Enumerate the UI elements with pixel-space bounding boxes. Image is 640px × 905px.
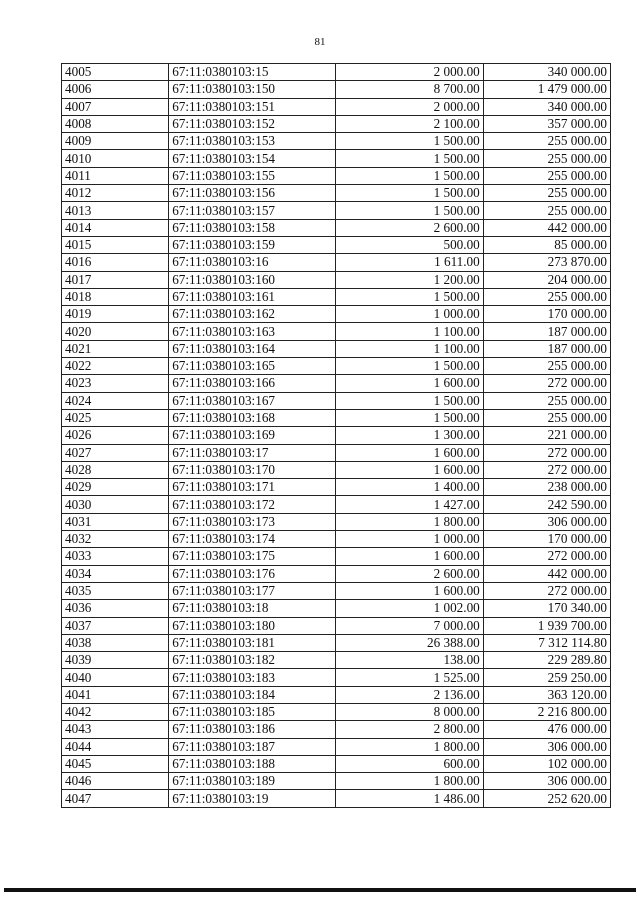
cadastral-number-cell: 67:11:0380103:181 [169,634,336,651]
table-row [62,306,611,323]
data-table [61,63,611,808]
row-id-cell: 4030 [62,496,169,513]
cadastral-number-cell: 67:11:0380103:160 [169,271,336,288]
area-cell: 2 136.00 [336,686,483,703]
value-cell: 221 000.00 [483,427,610,444]
table-row [62,340,611,357]
value-cell: 187 000.00 [483,340,610,357]
table-row [62,185,611,202]
table-row [62,721,611,738]
row-id-cell: 4040 [62,669,169,686]
cadastral-number-cell: 67:11:0380103:158 [169,219,336,236]
row-id-cell: 4038 [62,634,169,651]
area-cell: 1 500.00 [336,409,483,426]
area-cell: 26 388.00 [336,634,483,651]
cadastral-number-cell: 67:11:0380103:16 [169,254,336,271]
cadastral-number-cell: 67:11:0380103:156 [169,185,336,202]
value-cell: 255 000.00 [483,288,610,305]
cadastral-number-cell: 67:11:0380103:188 [169,755,336,772]
area-cell: 1 500.00 [336,288,483,305]
row-id-cell: 4039 [62,652,169,669]
table-row [62,254,611,271]
value-cell: 2 216 800.00 [483,703,610,720]
value-cell: 252 620.00 [483,790,610,807]
cadastral-number-cell: 67:11:0380103:161 [169,288,336,305]
table-row [62,271,611,288]
table-row [62,81,611,98]
table-row [62,738,611,755]
row-id-cell: 4019 [62,306,169,323]
row-id-cell: 4023 [62,375,169,392]
cadastral-number-cell: 67:11:0380103:173 [169,513,336,530]
row-id-cell: 4011 [62,167,169,184]
row-id-cell: 4045 [62,755,169,772]
table-row [62,634,611,651]
value-cell: 476 000.00 [483,721,610,738]
row-id-cell: 4028 [62,461,169,478]
area-cell: 1 400.00 [336,479,483,496]
cadastral-number-cell: 67:11:0380103:183 [169,669,336,686]
table-row [62,427,611,444]
value-cell: 306 000.00 [483,773,610,790]
area-cell: 1 200.00 [336,271,483,288]
cadastral-number-cell: 67:11:0380103:167 [169,392,336,409]
cadastral-number-cell: 67:11:0380103:185 [169,703,336,720]
area-cell: 1 600.00 [336,375,483,392]
value-cell: 306 000.00 [483,513,610,530]
cadastral-number-cell: 67:11:0380103:15 [169,64,336,81]
cadastral-number-cell: 67:11:0380103:184 [169,686,336,703]
row-id-cell: 4012 [62,185,169,202]
area-cell: 1 500.00 [336,133,483,150]
cadastral-number-cell: 67:11:0380103:150 [169,81,336,98]
area-cell: 1 800.00 [336,513,483,530]
cadastral-number-cell: 67:11:0380103:186 [169,721,336,738]
row-id-cell: 4034 [62,565,169,582]
table-row [62,703,611,720]
area-cell: 1 300.00 [336,427,483,444]
value-cell: 204 000.00 [483,271,610,288]
row-id-cell: 4046 [62,773,169,790]
table-row [62,582,611,599]
row-id-cell: 4029 [62,479,169,496]
row-id-cell: 4044 [62,738,169,755]
table-row [62,617,611,634]
row-id-cell: 4021 [62,340,169,357]
value-cell: 442 000.00 [483,565,610,582]
value-cell: 170 000.00 [483,531,610,548]
value-cell: 255 000.00 [483,150,610,167]
area-cell: 2 000.00 [336,98,483,115]
table-row [62,219,611,236]
area-cell: 138.00 [336,652,483,669]
value-cell: 170 000.00 [483,306,610,323]
row-id-cell: 4016 [62,254,169,271]
value-cell: 363 120.00 [483,686,610,703]
table-row [62,669,611,686]
value-cell: 102 000.00 [483,755,610,772]
page-number: 81 [314,36,326,48]
value-cell: 255 000.00 [483,185,610,202]
cadastral-number-cell: 67:11:0380103:180 [169,617,336,634]
row-id-cell: 4017 [62,271,169,288]
area-cell: 1 600.00 [336,461,483,478]
area-cell: 1 000.00 [336,531,483,548]
value-cell: 259 250.00 [483,669,610,686]
area-cell: 600.00 [336,755,483,772]
table-row [62,652,611,669]
value-cell: 442 000.00 [483,219,610,236]
row-id-cell: 4042 [62,703,169,720]
value-cell: 85 000.00 [483,236,610,253]
row-id-cell: 4022 [62,358,169,375]
value-cell: 340 000.00 [483,98,610,115]
bottom-rule [4,888,636,892]
cadastral-number-cell: 67:11:0380103:175 [169,548,336,565]
cadastral-number-cell: 67:11:0380103:162 [169,306,336,323]
table-body [62,64,611,808]
row-id-cell: 4041 [62,686,169,703]
table-row [62,358,611,375]
table-row [62,202,611,219]
value-cell: 7 312 114.80 [483,634,610,651]
row-id-cell: 4024 [62,392,169,409]
row-id-cell: 4043 [62,721,169,738]
area-cell: 1 500.00 [336,358,483,375]
area-cell: 8 000.00 [336,703,483,720]
cadastral-number-cell: 67:11:0380103:165 [169,358,336,375]
table-row [62,409,611,426]
area-cell: 1 800.00 [336,738,483,755]
value-cell: 272 000.00 [483,582,610,599]
value-cell: 238 000.00 [483,479,610,496]
area-cell: 1 611.00 [336,254,483,271]
row-id-cell: 4010 [62,150,169,167]
area-cell: 1 500.00 [336,185,483,202]
area-cell: 8 700.00 [336,81,483,98]
area-cell: 1 486.00 [336,790,483,807]
table-row [62,64,611,81]
cadastral-number-cell: 67:11:0380103:166 [169,375,336,392]
value-cell: 272 000.00 [483,375,610,392]
area-cell: 2 000.00 [336,64,483,81]
table-row [62,133,611,150]
area-cell: 1 600.00 [336,548,483,565]
row-id-cell: 4013 [62,202,169,219]
area-cell: 1 500.00 [336,167,483,184]
area-cell: 500.00 [336,236,483,253]
table-row [62,686,611,703]
row-id-cell: 4033 [62,548,169,565]
area-cell: 2 600.00 [336,219,483,236]
value-cell: 340 000.00 [483,64,610,81]
area-cell: 1 600.00 [336,582,483,599]
value-cell: 273 870.00 [483,254,610,271]
cadastral-number-cell: 67:11:0380103:172 [169,496,336,513]
cadastral-number-cell: 67:11:0380103:17 [169,444,336,461]
cadastral-number-cell: 67:11:0380103:168 [169,409,336,426]
area-cell: 1 500.00 [336,392,483,409]
cadastral-number-cell: 67:11:0380103:155 [169,167,336,184]
cadastral-number-cell: 67:11:0380103:169 [169,427,336,444]
table-row [62,236,611,253]
value-cell: 229 289.80 [483,652,610,669]
table-row [62,496,611,513]
row-id-cell: 4047 [62,790,169,807]
cadastral-number-cell: 67:11:0380103:157 [169,202,336,219]
value-cell: 255 000.00 [483,358,610,375]
area-cell: 1 000.00 [336,306,483,323]
table-row [62,98,611,115]
value-cell: 306 000.00 [483,738,610,755]
row-id-cell: 4026 [62,427,169,444]
cadastral-number-cell: 67:11:0380103:159 [169,236,336,253]
cadastral-number-cell: 67:11:0380103:177 [169,582,336,599]
value-cell: 1 939 700.00 [483,617,610,634]
row-id-cell: 4025 [62,409,169,426]
row-id-cell: 4018 [62,288,169,305]
area-cell: 1 100.00 [336,323,483,340]
area-cell: 2 100.00 [336,115,483,132]
row-id-cell: 4020 [62,323,169,340]
table-row [62,444,611,461]
table-row [62,513,611,530]
table-row [62,115,611,132]
table-row [62,479,611,496]
value-cell: 272 000.00 [483,444,610,461]
cadastral-number-cell: 67:11:0380103:19 [169,790,336,807]
value-cell: 272 000.00 [483,461,610,478]
value-cell: 1 479 000.00 [483,81,610,98]
area-cell: 1 525.00 [336,669,483,686]
row-id-cell: 4007 [62,98,169,115]
cadastral-number-cell: 67:11:0380103:176 [169,565,336,582]
table-row [62,773,611,790]
cadastral-number-cell: 67:11:0380103:171 [169,479,336,496]
table-row [62,150,611,167]
cadastral-number-cell: 67:11:0380103:153 [169,133,336,150]
cadastral-number-cell: 67:11:0380103:174 [169,531,336,548]
area-cell: 1 500.00 [336,150,483,167]
cadastral-number-cell: 67:11:0380103:189 [169,773,336,790]
row-id-cell: 4008 [62,115,169,132]
cadastral-number-cell: 67:11:0380103:154 [169,150,336,167]
table-row [62,167,611,184]
value-cell: 357 000.00 [483,115,610,132]
row-id-cell: 4014 [62,219,169,236]
table-row [62,375,611,392]
table-row [62,461,611,478]
table-row [62,755,611,772]
table-row [62,548,611,565]
area-cell: 1 100.00 [336,340,483,357]
area-cell: 7 000.00 [336,617,483,634]
row-id-cell: 4037 [62,617,169,634]
cadastral-number-cell: 67:11:0380103:151 [169,98,336,115]
table-row [62,323,611,340]
row-id-cell: 4006 [62,81,169,98]
cadastral-number-cell: 67:11:0380103:18 [169,600,336,617]
cadastral-number-cell: 67:11:0380103:163 [169,323,336,340]
row-id-cell: 4015 [62,236,169,253]
table-row [62,600,611,617]
value-cell: 187 000.00 [483,323,610,340]
cadastral-number-cell: 67:11:0380103:164 [169,340,336,357]
row-id-cell: 4027 [62,444,169,461]
area-cell: 1 800.00 [336,773,483,790]
table-row [62,565,611,582]
row-id-cell: 4009 [62,133,169,150]
cadastral-number-cell: 67:11:0380103:182 [169,652,336,669]
row-id-cell: 4036 [62,600,169,617]
row-id-cell: 4005 [62,64,169,81]
cadastral-number-cell: 67:11:0380103:170 [169,461,336,478]
value-cell: 255 000.00 [483,167,610,184]
area-cell: 1 500.00 [336,202,483,219]
table-row [62,790,611,807]
cadastral-number-cell: 67:11:0380103:152 [169,115,336,132]
table-row [62,288,611,305]
value-cell: 255 000.00 [483,392,610,409]
row-id-cell: 4032 [62,531,169,548]
table-row [62,531,611,548]
cadastral-number-cell: 67:11:0380103:187 [169,738,336,755]
table-row [62,392,611,409]
value-cell: 255 000.00 [483,133,610,150]
area-cell: 2 800.00 [336,721,483,738]
row-id-cell: 4031 [62,513,169,530]
value-cell: 255 000.00 [483,409,610,426]
area-cell: 1 600.00 [336,444,483,461]
area-cell: 1 427.00 [336,496,483,513]
area-cell: 2 600.00 [336,565,483,582]
value-cell: 242 590.00 [483,496,610,513]
area-cell: 1 002.00 [336,600,483,617]
value-cell: 272 000.00 [483,548,610,565]
row-id-cell: 4035 [62,582,169,599]
value-cell: 255 000.00 [483,202,610,219]
value-cell: 170 340.00 [483,600,610,617]
